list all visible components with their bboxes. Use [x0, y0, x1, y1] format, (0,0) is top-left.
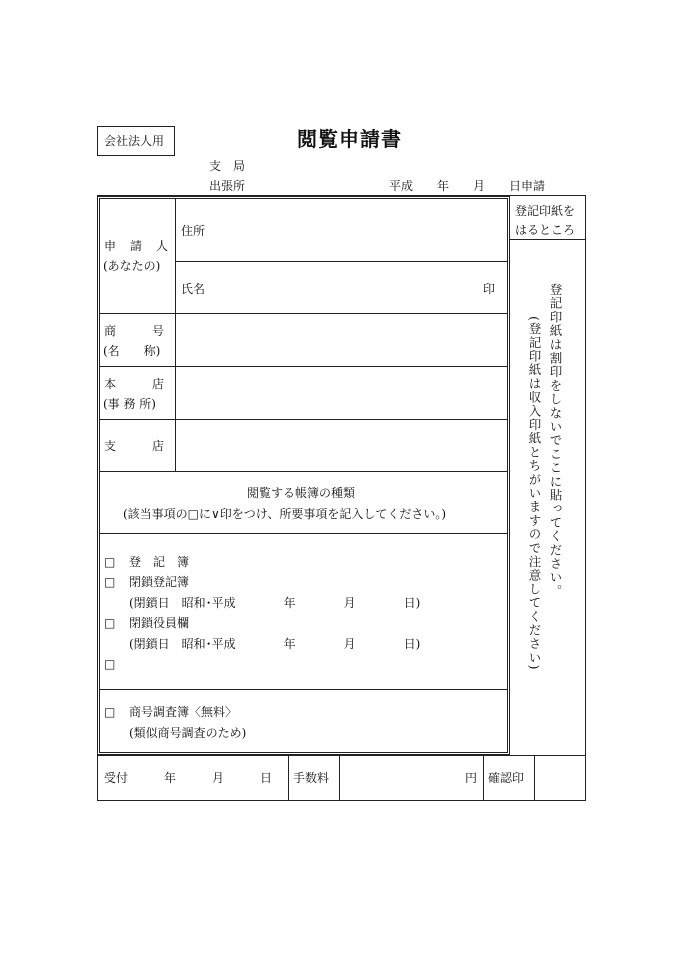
checkbox-other[interactable]: □	[104, 657, 116, 671]
branch-office-line: 支 局	[209, 159, 246, 173]
yen-unit: 円	[465, 771, 478, 785]
row-divider-3	[99, 419, 507, 420]
stamp-note-sub: (登記印紙は収入印紙とちがいますので注意してください)	[527, 316, 542, 671]
branch-field[interactable]	[178, 421, 506, 469]
checkbox-trade-survey[interactable]: □	[104, 705, 116, 719]
closed-register-date[interactable]: (閉鎖日 昭和･平成 年 月 日)	[129, 596, 421, 610]
address-field[interactable]	[178, 200, 506, 259]
footer-divider-4	[534, 755, 535, 801]
footer-divider-1	[288, 755, 289, 801]
form-type-label: 会社法人用	[104, 134, 165, 148]
head-office-sub-label: (事 務 所)	[103, 397, 156, 411]
checkbox-register[interactable]: □	[104, 555, 116, 569]
section-title: 閲覧する帳簿の種類	[247, 486, 356, 500]
seal-mark: 印	[483, 282, 496, 296]
stamp-note-main: 登記印紙は割印をしないでここに貼ってください。	[548, 283, 563, 599]
name-label: 氏名	[181, 282, 206, 296]
footer-bottom-rule	[97, 800, 586, 801]
item-closed-officers-label: 閉鎖役員欄	[129, 616, 190, 630]
received-date: 受付 年 月 日	[104, 771, 273, 785]
head-office-field[interactable]	[178, 368, 506, 417]
checkbox-closed-register[interactable]: □	[104, 575, 116, 589]
stamp-header-line2: はるところ	[515, 223, 576, 237]
applicant-sub-label: (あなたの)	[103, 259, 161, 273]
confirm-seal-field[interactable]	[536, 757, 583, 799]
row-divider-6	[99, 689, 507, 690]
trade-survey-sub-label: (類似商号調査のため)	[129, 726, 247, 740]
trade-name-sub-label: (名 称)	[103, 344, 161, 358]
page-title: 閲覧申請書	[297, 127, 402, 151]
item-register-label: 登 記 簿	[129, 555, 190, 569]
footer-top-rule	[97, 755, 586, 756]
application-date: 平成 年 月 日申請	[389, 179, 546, 193]
branch-label: 支 店	[104, 439, 165, 453]
sub-office-line: 出張所	[209, 179, 246, 193]
trade-survey-label: 商号調査簿〈無料〉	[129, 705, 238, 719]
row-divider-5	[99, 533, 507, 534]
row-divider-1	[99, 313, 507, 314]
confirm-label: 確認印	[488, 771, 525, 785]
address-label: 住所	[181, 224, 206, 238]
fee-field[interactable]	[341, 757, 461, 799]
stamp-right-edge	[585, 195, 586, 801]
row-divider-4	[99, 471, 507, 472]
stamp-header-line1: 登記印紙を	[515, 204, 576, 218]
label-column-divider	[175, 198, 176, 472]
footer-left-edge	[97, 755, 98, 801]
closed-officers-date[interactable]: (閉鎖日 昭和･平成 年 月 日)	[129, 637, 421, 651]
head-office-label: 本 店	[104, 377, 165, 391]
trade-name-label: 商 号	[104, 324, 165, 338]
item-closed-register-label: 閉鎖登記簿	[129, 575, 190, 589]
footer-divider-3	[483, 755, 484, 801]
fee-label: 手数料	[293, 771, 330, 785]
footer-divider-2	[339, 755, 340, 801]
row-divider-2	[99, 366, 507, 367]
section-note: (該当事項の□に∨印をつけ、所要事項を記入してください。)	[123, 507, 447, 521]
checkbox-closed-officers[interactable]: □	[104, 616, 116, 630]
name-field[interactable]	[178, 263, 476, 311]
address-name-divider	[176, 261, 507, 262]
applicant-label: 申 請 人	[104, 239, 170, 253]
trade-name-field[interactable]	[178, 315, 506, 364]
